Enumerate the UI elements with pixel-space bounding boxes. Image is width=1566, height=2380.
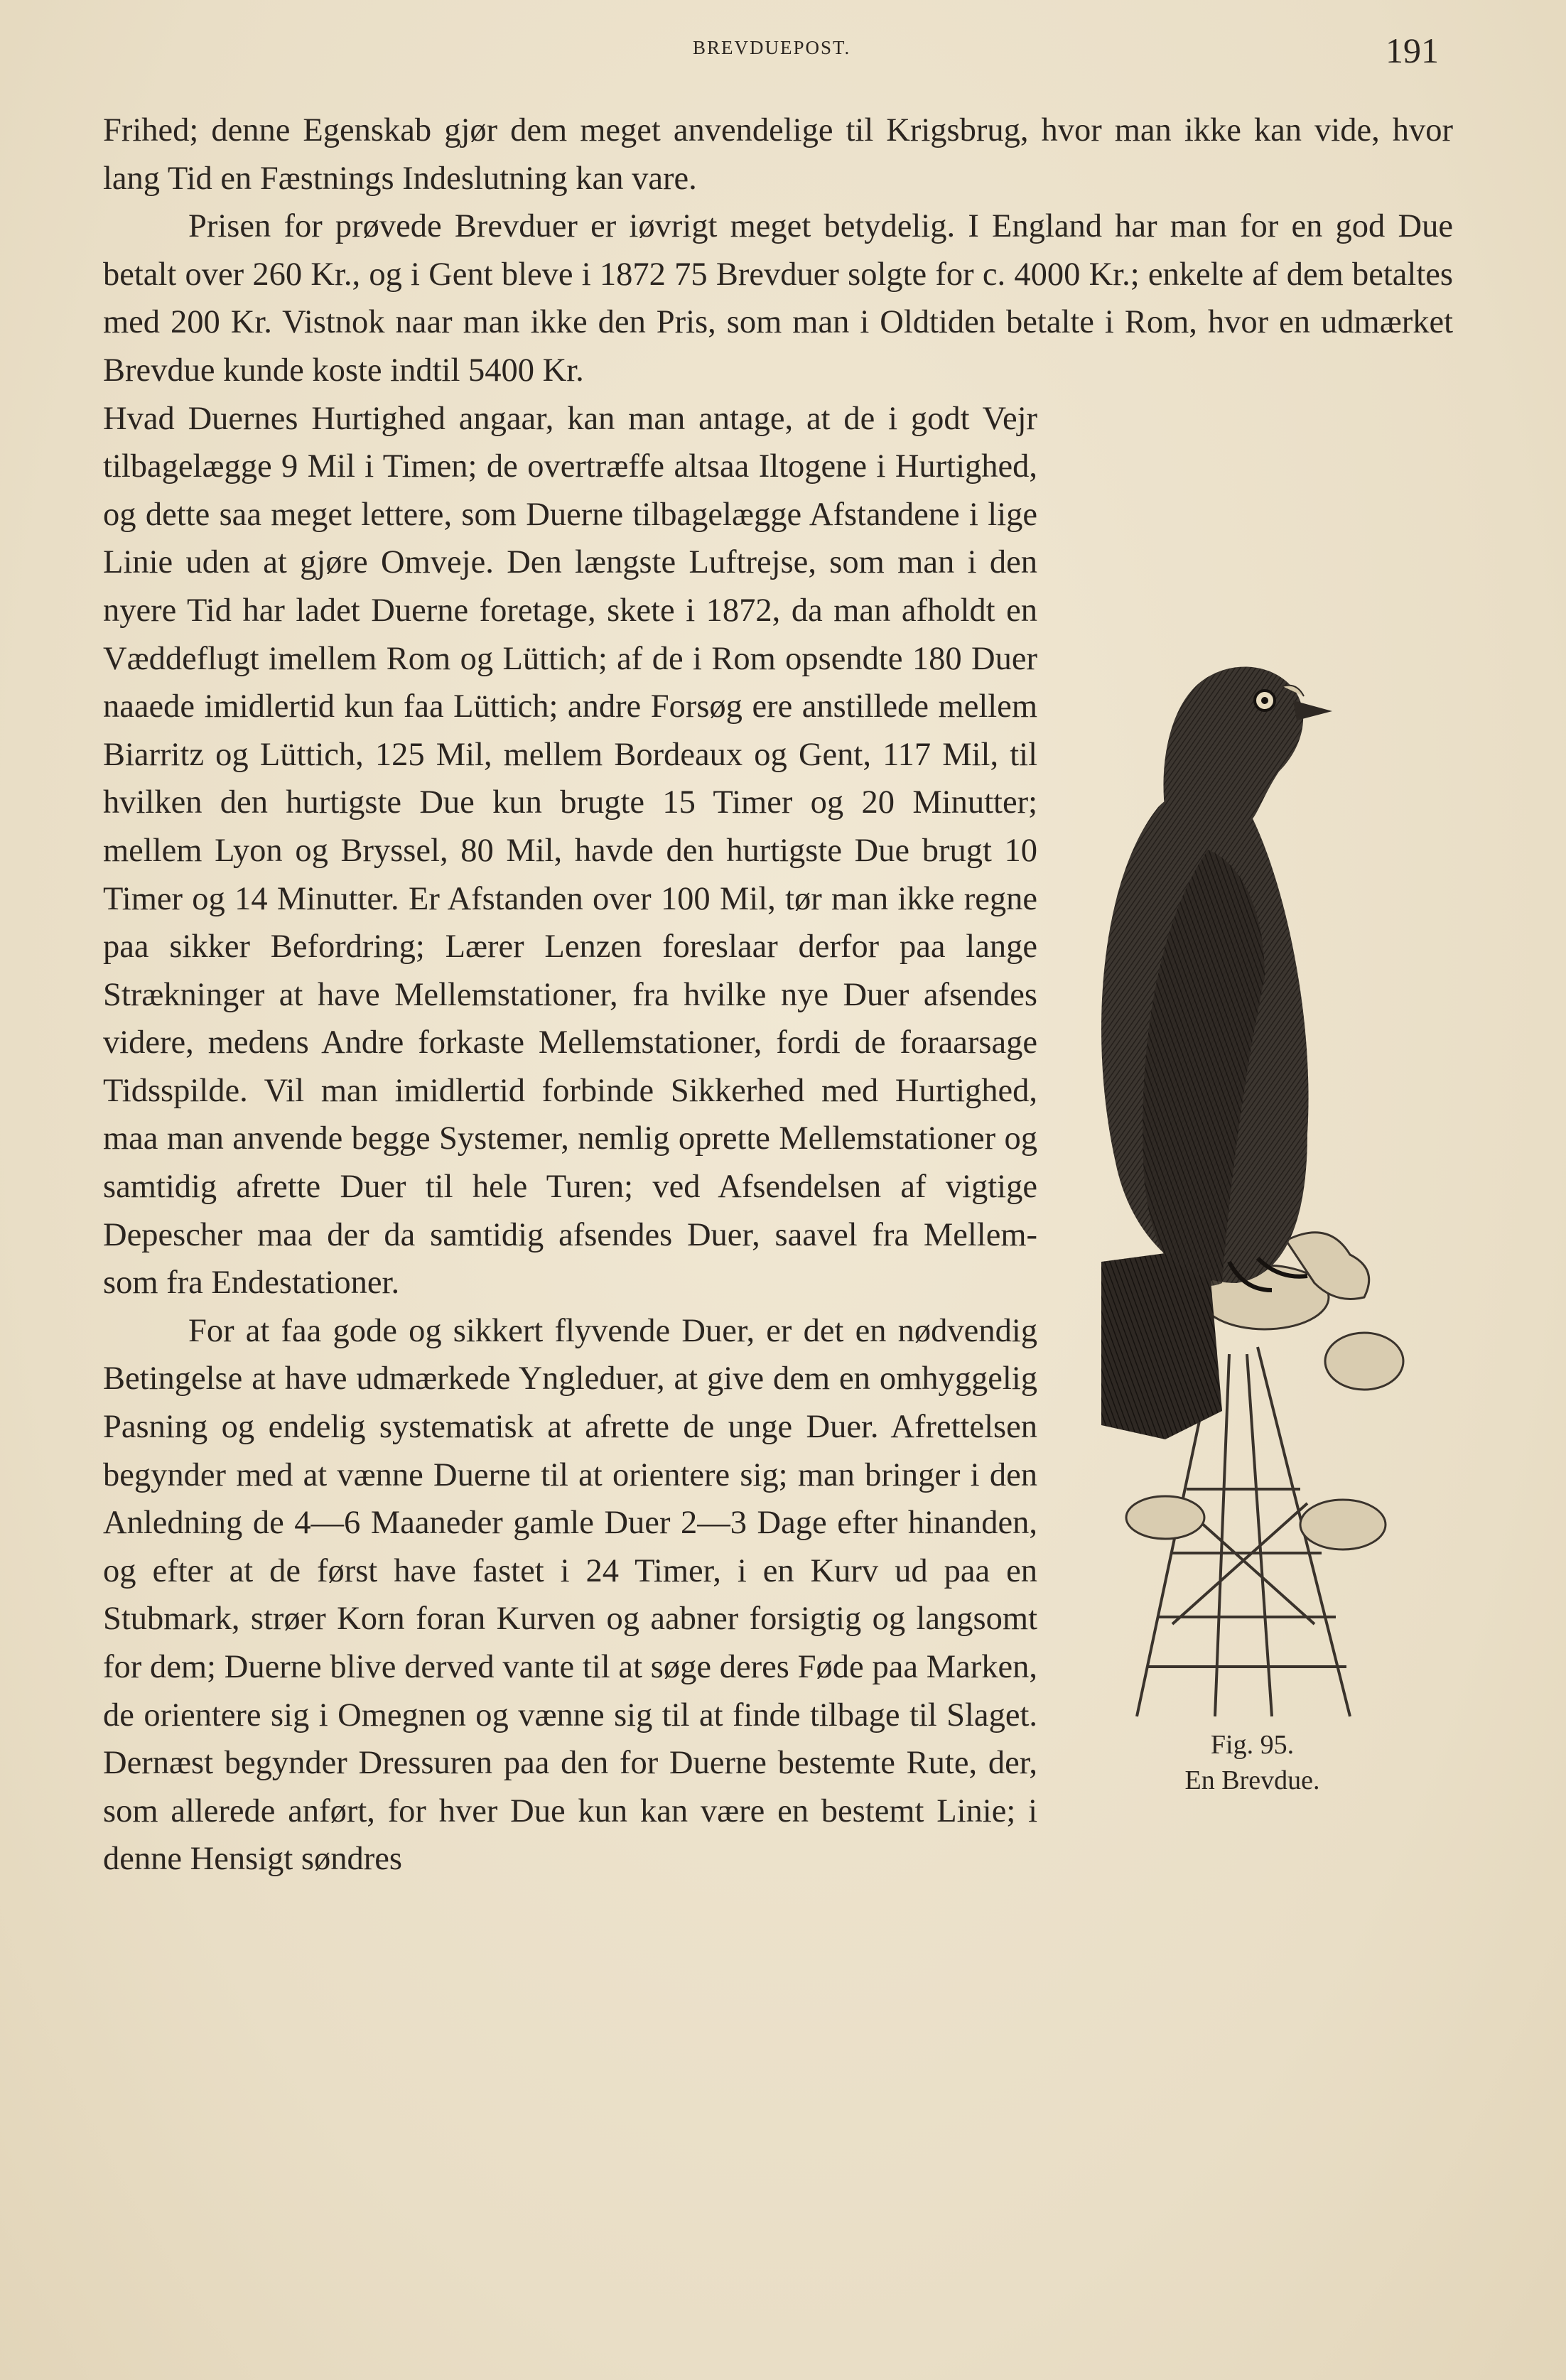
body-text: [103, 107, 1453, 1883]
paragraph-2: Prisen for prøvede Brevduer er iøvrigt meget betydelig. I England har man for en god Due betalt over 260 Kr., og i Gent bleve i 1872 75 Brevduer solgte for c. 4000 Kr.; enkelte af dem betaltes med 200 Kr. Vistnok naar man ikke den Pris, som man i Oldtiden betalte i Rom, hvor en udmærket Brevdue kunde koste indtil 5400 Kr.: [103, 208, 1453, 389]
page-header: [0, 30, 1566, 72]
running-title: BREVDUEPOST.: [693, 37, 851, 58]
figure-95: [1052, 580, 1453, 1873]
paragraph-3: Hvad Duernes Hurtighed angaar, kan man antage, at de i godt Vejr tilbagelægge 9 Mil i Timen; de overtræffe altsaa Iltogene i Hurtighed, og dette saa meget lettere, som Duerne tilbagelægge Afstandene i lige Linie uden at gjøre Omveje. Den længste Luftrejse, som man i den nyere Tid har ladet Duerne foretage, skete i 1872, da man afholdt en Væddeflugt imellem Rom og Lüttich; af de i Rom opsendte 180 Duer naaede imidlertid kun faa Lüttich; andre Forsøg ere anstillede mellem Biarritz og Lüttich, 125 Mil, mellem Bordeaux og Gent, 117 Mil, til hvilken den hurtigste Due kun brugte 15 Timer og 20 Minutter; mellem Lyon og Bryssel, 80 Mil, havde den hurtigste Due brugt 10 Timer og 14 Minutter. Er Afstanden over 100 Mil, tør man ikke regne paa sikker Befordring; Lærer Lenzen foreslaar derfor paa lange Strækninger at have Mellemstationer, fra hvilke nye Duer afsendes videre, medens Andre forkaste Mellemstationer, fordi de foraarsage Tidsspilde. Vil man imidlertid forbinde Sikkerhed med Hurtighed, maa man anvende begge Systemer, nemlig oprette Mellemstationer og samtidig afrette Duer til hele Turen; ved Afsendelsen af vigtige Depescher maa der da samtidig afsendes Duer, saavel fra Mellem- som fra Endestationer.: [103, 400, 1037, 1302]
paragraph-4: For at faa gode og sikkert flyvende Duer, er det en nødvendig Betingelse at have udmærkede Yngleduer, at give dem en omhyggelig Pasning og endelig systematisk at afrette de unge Duer. Afrettelsen begynder med at vænne Duerne til at orientere sig; man bringer i den Anledning de 4—6 Maaneder gamle Duer 2—3 Dage efter hinanden, og efter at de først have fastet i 24 Timer, i en Kurv ud paa en Stubmark, strøer Korn foran Kurven og aabner forsigtig og langsomt for dem; Duerne blive derved vante til at søge deres Føde paa Marken, de orientere sig i Omegnen og vænne sig til at finde tilbage til Slaget. Dernæst begynder Dressuren paa den for Duerne bestemte Rute, der, som allerede anført, for hver Due kun kan være en bestemt Linie; i denne Hensigt søndres: [103, 1312, 1037, 1878]
paragraph-1: Frihed; denne Egenskab gjør dem meget anvendelige til Krigsbrug, hvor man ikke kan vide, hvor lang Tid en Fæstnings Indeslutning kan vare.: [103, 112, 1453, 197]
page-number: 191: [1386, 31, 1439, 70]
figure-caption: [1052, 1727, 1453, 1798]
figure-title: En Brevdue.: [1184, 1765, 1320, 1795]
carrier-pigeon-icon: [1052, 580, 1453, 1787]
figure-number: Fig. 95.: [1210, 1729, 1295, 1760]
